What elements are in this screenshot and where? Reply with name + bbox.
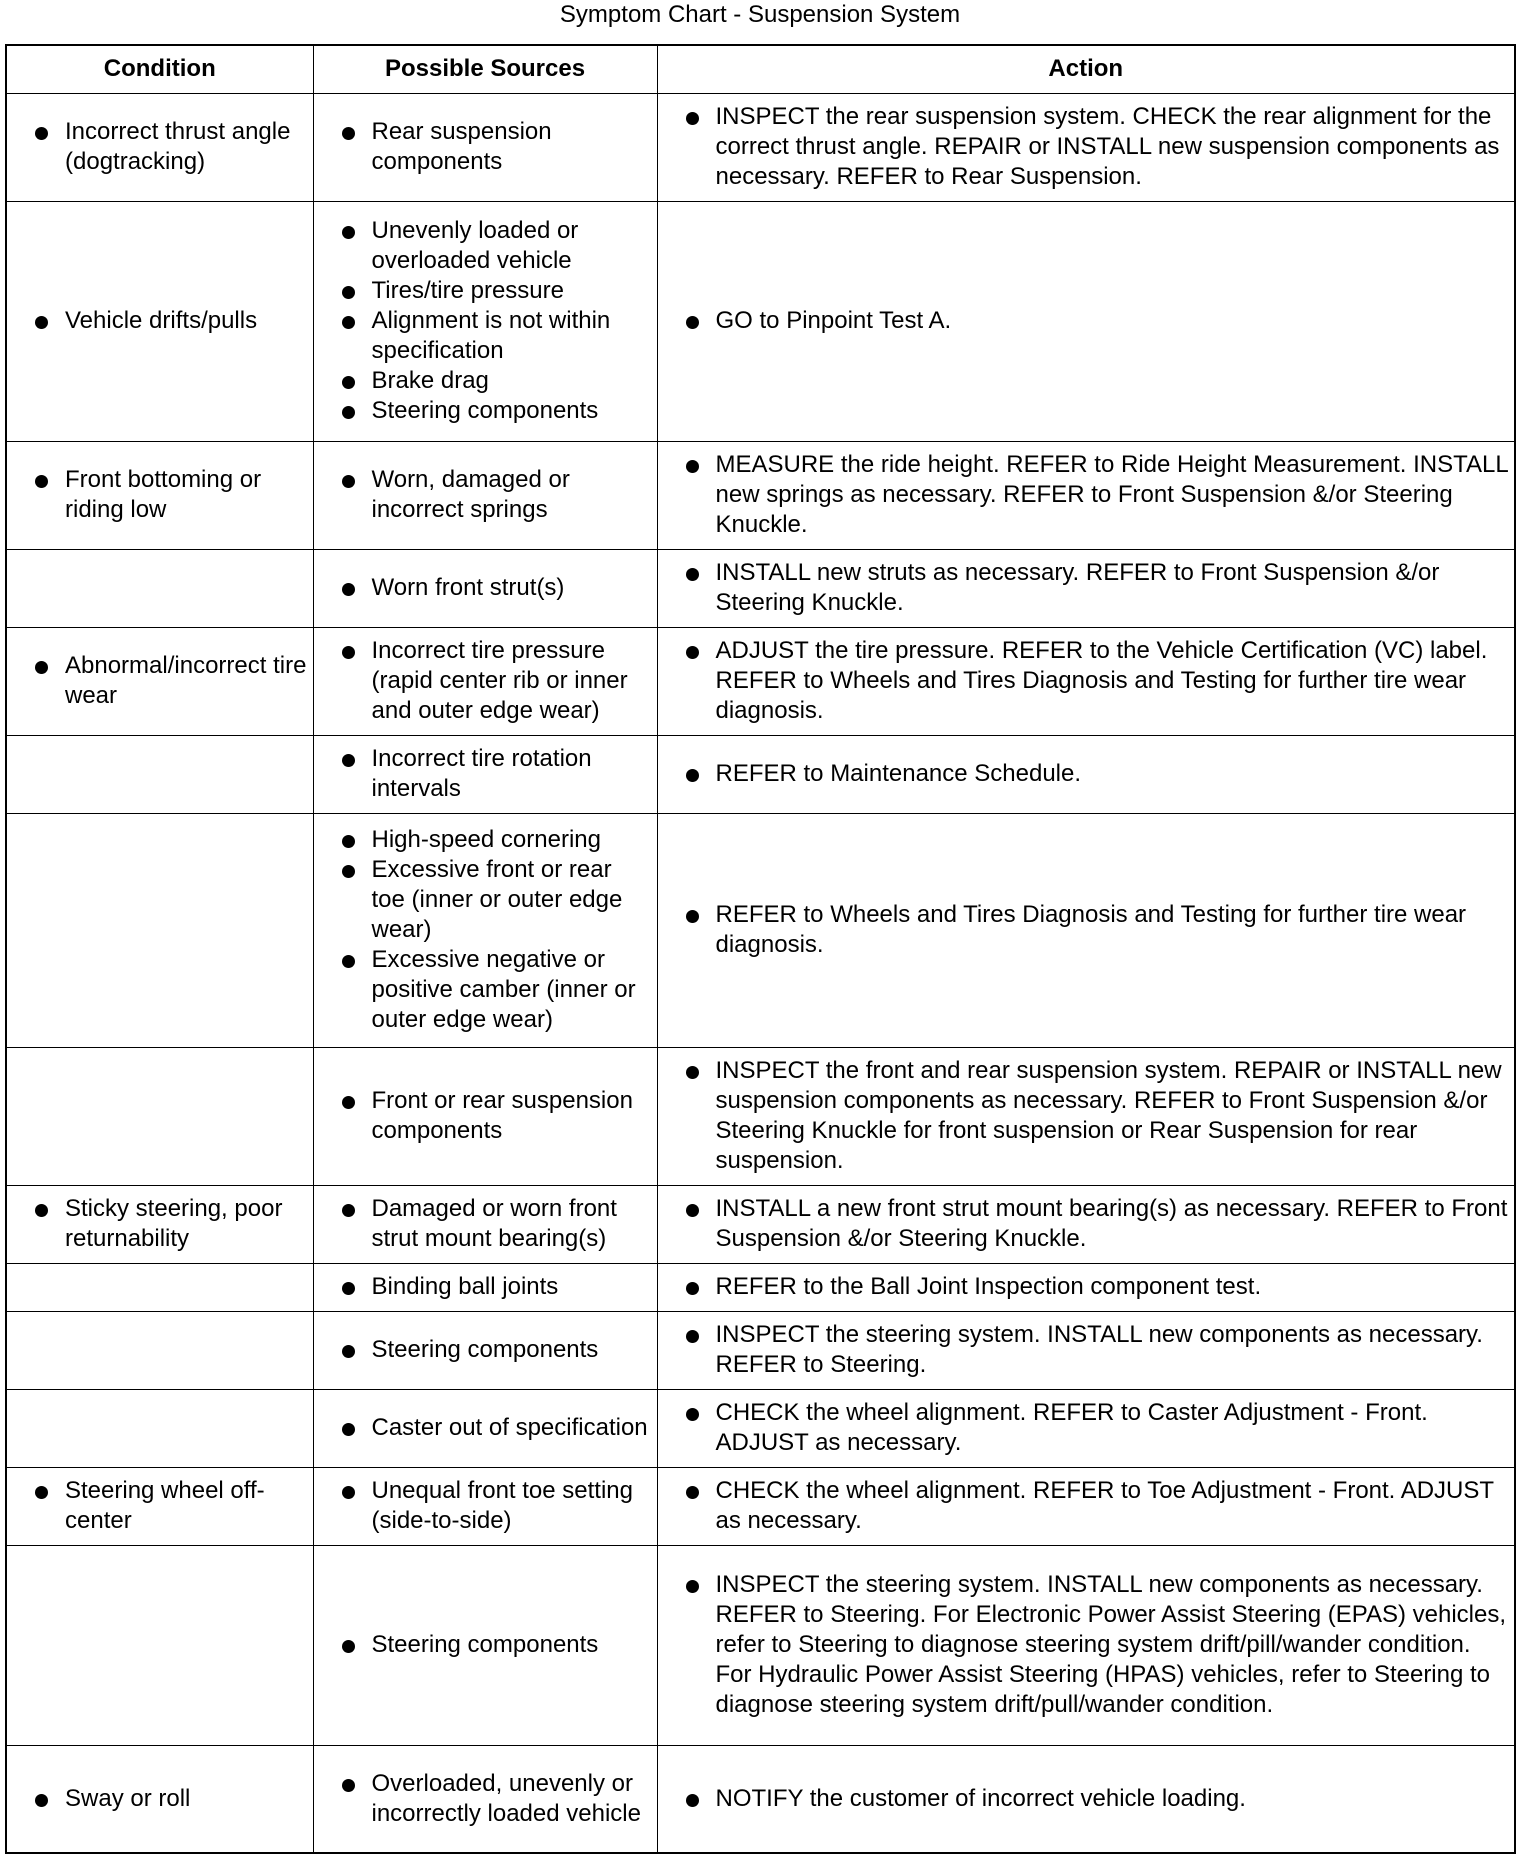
action-item: INSPECT the front and rear suspension system. REPAIR or INSTALL new suspension components as necessary. REFER to Front Suspension &/or Steering Knuckle for front suspension or Rear Suspension for rear suspension. xyxy=(658,1056,1509,1176)
table-row xyxy=(6,549,1515,627)
condition-item: Incorrect thrust angle (dogtracking) xyxy=(7,117,307,177)
action-cell xyxy=(657,201,1515,441)
action-cell xyxy=(657,1467,1515,1545)
action-cell xyxy=(657,549,1515,627)
condition-item: Front bottoming or riding low xyxy=(7,465,307,525)
action-item: GO to Pinpoint Test A. xyxy=(658,306,1509,336)
table-row xyxy=(6,1263,1515,1311)
table-row xyxy=(6,1745,1515,1853)
source-item: Overloaded, unevenly or incorrectly loaded vehicle xyxy=(314,1769,651,1829)
table-row xyxy=(6,441,1515,549)
table-row xyxy=(6,93,1515,201)
action-list xyxy=(658,1570,1509,1720)
condition-cell xyxy=(6,1745,313,1853)
action-item: NOTIFY the customer of incorrect vehicle loading. xyxy=(658,1784,1509,1814)
sources-list xyxy=(314,1413,651,1443)
condition-cell xyxy=(6,627,313,735)
possible-sources-cell xyxy=(313,1389,657,1467)
condition-list xyxy=(7,306,307,336)
action-item: ADJUST the tire pressure. REFER to the Vehicle Certification (VC) label. REFER to Wheels and Tires Diagnosis and Testing for further tire wear diagnosis. xyxy=(658,636,1509,726)
sources-list xyxy=(314,216,651,426)
condition-list xyxy=(7,651,307,711)
action-list xyxy=(658,450,1509,540)
action-list xyxy=(658,1784,1509,1814)
table-row xyxy=(6,1389,1515,1467)
action-item: INSPECT the steering system. INSTALL new components as necessary. REFER to Steering. For Electronic Power Assist Steering (EPAS) vehicles, refer to Steering to diagnose steering system drift/pill/wander condition. For Hydraulic Power Assist Steering (HPAS) vehicles, refer to Steering to diagnose steering system drift/pull/wander condition. xyxy=(658,1570,1509,1720)
sources-list xyxy=(314,1769,651,1829)
table-row xyxy=(6,1311,1515,1389)
action-item: REFER to Wheels and Tires Diagnosis and Testing for further tire wear diagnosis. xyxy=(658,900,1509,960)
table-row xyxy=(6,735,1515,813)
action-item: CHECK the wheel alignment. REFER to Toe Adjustment - Front. ADJUST as necessary. xyxy=(658,1476,1509,1536)
sources-list xyxy=(314,1335,651,1365)
action-cell xyxy=(657,627,1515,735)
possible-sources-cell xyxy=(313,1467,657,1545)
action-item: REFER to the Ball Joint Inspection component test. xyxy=(658,1272,1509,1302)
source-item: Unequal front toe setting (side-to-side) xyxy=(314,1476,651,1536)
source-item: Steering components xyxy=(314,1335,651,1365)
condition-cell xyxy=(6,1467,313,1545)
possible-sources-cell xyxy=(313,93,657,201)
possible-sources-cell xyxy=(313,627,657,735)
action-cell xyxy=(657,93,1515,201)
action-item: REFER to Maintenance Schedule. xyxy=(658,759,1509,789)
table-row xyxy=(6,1185,1515,1263)
action-item: INSPECT the steering system. INSTALL new components as necessary. REFER to Steering. xyxy=(658,1320,1509,1380)
table-row xyxy=(6,201,1515,441)
action-list xyxy=(658,558,1509,618)
condition-list xyxy=(7,1784,307,1814)
action-item: INSTALL a new front strut mount bearing(s) as necessary. REFER to Front Suspension &/or Steering Knuckle. xyxy=(658,1194,1509,1254)
source-item: Front or rear suspension components xyxy=(314,1086,651,1146)
action-list xyxy=(658,1398,1509,1458)
action-item: INSPECT the rear suspension system. CHECK the rear alignment for the correct thrust angle. REPAIR or INSTALL new suspension components as necessary. REFER to Rear Suspension. xyxy=(658,102,1509,192)
source-item: Incorrect tire rotation intervals xyxy=(314,744,651,804)
action-list xyxy=(658,102,1509,192)
action-list xyxy=(658,306,1509,336)
possible-sources-cell xyxy=(313,735,657,813)
header-action: Action xyxy=(657,45,1515,93)
table-row xyxy=(6,1467,1515,1545)
sources-list xyxy=(314,1630,651,1660)
page-title: Symptom Chart - Suspension System xyxy=(559,1,961,28)
sources-list xyxy=(314,117,651,177)
action-cell xyxy=(657,1745,1515,1853)
sources-list xyxy=(314,825,651,1035)
action-item: MEASURE the ride height. REFER to Ride Height Measurement. INSTALL new springs as necessary. REFER to Front Suspension &/or Steering Knuckle. xyxy=(658,450,1509,540)
sources-list xyxy=(314,1476,651,1536)
source-item: Damaged or worn front strut mount bearing(s) xyxy=(314,1194,651,1254)
sources-list xyxy=(314,573,651,603)
possible-sources-cell xyxy=(313,1185,657,1263)
sources-list xyxy=(314,744,651,804)
action-list xyxy=(658,636,1509,726)
table-row xyxy=(6,813,1515,1047)
source-item: Brake drag xyxy=(314,366,651,396)
action-list xyxy=(658,1194,1509,1254)
condition-cell xyxy=(6,1545,313,1745)
possible-sources-cell xyxy=(313,1745,657,1853)
table-header-row xyxy=(6,45,1515,93)
condition-cell xyxy=(6,441,313,549)
condition-list xyxy=(7,117,307,177)
source-item: Unevenly loaded or overloaded vehicle xyxy=(314,216,651,276)
action-cell xyxy=(657,813,1515,1047)
condition-cell xyxy=(6,1311,313,1389)
condition-item: Sway or roll xyxy=(7,1784,307,1814)
action-list xyxy=(658,1320,1509,1380)
condition-cell xyxy=(6,549,313,627)
possible-sources-cell xyxy=(313,1545,657,1745)
action-cell xyxy=(657,1311,1515,1389)
possible-sources-cell xyxy=(313,549,657,627)
possible-sources-cell xyxy=(313,813,657,1047)
source-item: Rear suspension components xyxy=(314,117,651,177)
source-item: Binding ball joints xyxy=(314,1272,651,1302)
condition-item: Vehicle drifts/pulls xyxy=(7,306,307,336)
action-list xyxy=(658,1056,1509,1176)
header-possible-sources: Possible Sources xyxy=(313,45,657,93)
action-list xyxy=(658,900,1509,960)
condition-item: Abnormal/incorrect tire wear xyxy=(7,651,307,711)
source-item: Steering components xyxy=(314,396,651,426)
sources-list xyxy=(314,636,651,726)
condition-list xyxy=(7,1194,307,1254)
condition-item: Sticky steering, poor returnability xyxy=(7,1194,307,1254)
condition-cell xyxy=(6,813,313,1047)
action-cell xyxy=(657,441,1515,549)
condition-list xyxy=(7,465,307,525)
sources-list xyxy=(314,465,651,525)
condition-cell xyxy=(6,1185,313,1263)
action-list xyxy=(658,759,1509,789)
sources-list xyxy=(314,1194,651,1254)
action-cell xyxy=(657,1545,1515,1745)
possible-sources-cell xyxy=(313,1047,657,1185)
possible-sources-cell xyxy=(313,201,657,441)
source-item: Worn front strut(s) xyxy=(314,573,651,603)
source-item: Incorrect tire pressure (rapid center rib or inner and outer edge wear) xyxy=(314,636,651,726)
source-item: Worn, damaged or incorrect springs xyxy=(314,465,651,525)
action-item: CHECK the wheel alignment. REFER to Caster Adjustment - Front. ADJUST as necessary. xyxy=(658,1398,1509,1458)
action-cell xyxy=(657,1047,1515,1185)
table-row xyxy=(6,1047,1515,1185)
source-item: High-speed cornering xyxy=(314,825,651,855)
source-item: Alignment is not within specification xyxy=(314,306,651,366)
action-cell xyxy=(657,1185,1515,1263)
action-item: INSTALL new struts as necessary. REFER to Front Suspension &/or Steering Knuckle. xyxy=(658,558,1509,618)
possible-sources-cell xyxy=(313,1311,657,1389)
action-cell xyxy=(657,1263,1515,1311)
possible-sources-cell xyxy=(313,441,657,549)
action-cell xyxy=(657,1389,1515,1467)
table-row xyxy=(6,627,1515,735)
possible-sources-cell xyxy=(313,1263,657,1311)
source-item: Steering components xyxy=(314,1630,651,1660)
table-row xyxy=(6,1545,1515,1745)
condition-list xyxy=(7,1476,307,1536)
source-item: Tires/tire pressure xyxy=(314,276,651,306)
condition-cell xyxy=(6,735,313,813)
source-item: Excessive negative or positive camber (inner or outer edge wear) xyxy=(314,945,651,1035)
source-item: Excessive front or rear toe (inner or outer edge wear) xyxy=(314,855,651,945)
action-list xyxy=(658,1476,1509,1536)
condition-cell xyxy=(6,1263,313,1311)
table-body xyxy=(6,93,1515,1853)
sources-list xyxy=(314,1086,651,1146)
header-condition: Condition xyxy=(6,45,313,93)
condition-cell xyxy=(6,93,313,201)
action-list xyxy=(658,1272,1509,1302)
condition-item: Steering wheel off-center xyxy=(7,1476,307,1536)
sources-list xyxy=(314,1272,651,1302)
condition-cell xyxy=(6,1047,313,1185)
action-cell xyxy=(657,735,1515,813)
condition-cell xyxy=(6,201,313,441)
symptom-chart-table xyxy=(5,44,1516,1854)
condition-cell xyxy=(6,1389,313,1467)
source-item: Caster out of specification xyxy=(314,1413,651,1443)
